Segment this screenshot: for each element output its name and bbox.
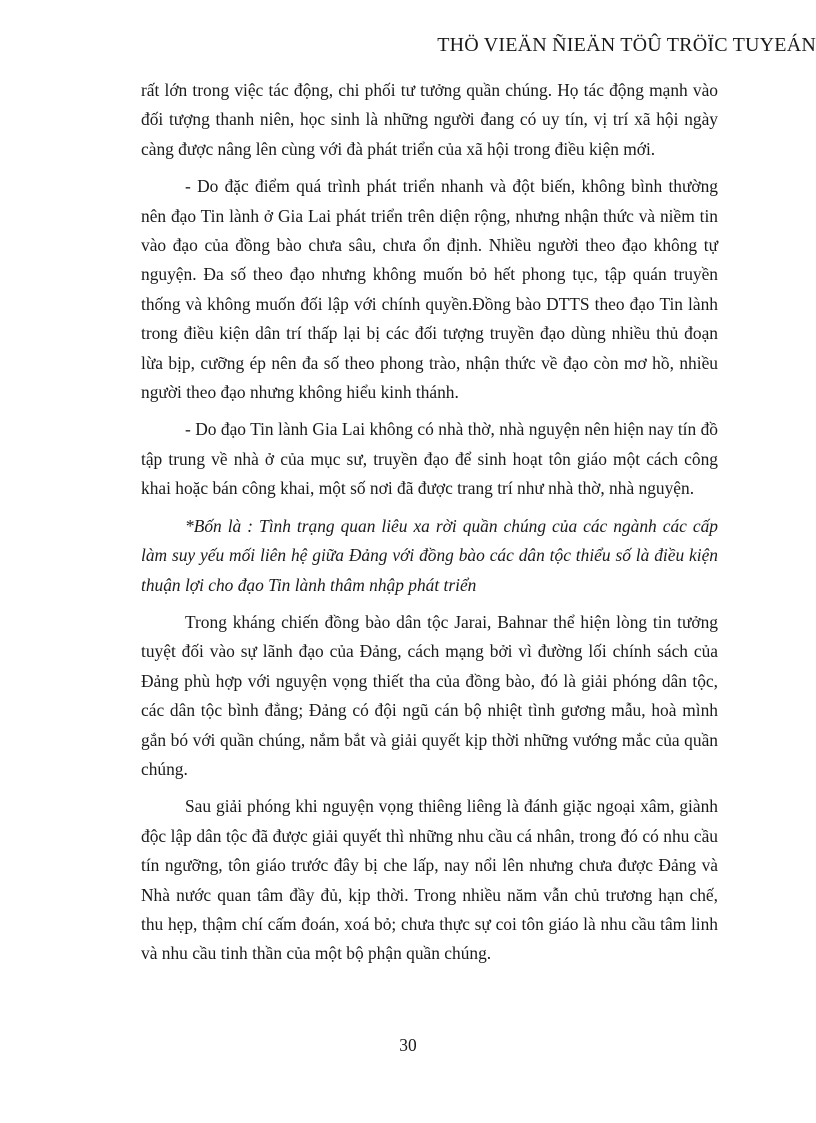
page-body xyxy=(141,76,718,977)
paragraph-continuation: rất lớn trong việc tác động, chi phối tư tưởng quần chúng. Họ tác động mạnh vào đối tượng thanh niên, học sinh là những người đang có uy tín, vị trí xã hội ngày càng được nâng lên cùng với đà phát triển của xã hội trong điều kiện mới. xyxy=(141,80,718,159)
paragraph-no-churches: - Do đạo Tin lành Gia Lai không có nhà thờ, nhà nguyện nên hiện nay tín đồ tập trung về nhà ở của mục sư, truyền đạo để sinh hoạt tôn giáo một cách công khai hoặc bán công khai, một số nơi đã được trang trí như nhà thờ, nhà nguyện. xyxy=(141,419,718,499)
paragraph-development-characteristics: - Do đặc điểm quá trình phát triển nhanh và đột biến, không bình thường nên đạo Tin lành ở Gia Lai phát triển trên diện rộng, nhưng nhận thức và niềm tin vào đạo của đồng bào chưa sâu, chưa ổn định. Nhiều người theo đạo không tự nguyện. Đa số theo đạo nhưng không muốn bỏ hết phong tục, tập quán truyền thống và không muốn đối lập với chính quyền.Đồng bào DTTS theo đạo Tin lành trong điều kiện dân trí thấp lại bị các đối tượng truyền đạo dùng nhiều thủ đoạn lừa bịp, cưỡng ép nên đa số theo phong trào, nhận thức về đạo còn mơ hồ, nhiều người theo đạo nhưng không hiểu kinh thánh. xyxy=(141,176,718,403)
paragraph-after-liberation: Sau giải phóng khi nguyện vọng thiêng liêng là đánh giặc ngoại xâm, giành độc lập dân tộc đã được giải quyết thì những nhu cầu cá nhân, trong đó có nhu cầu tín ngưỡng, tôn giáo trước đây bị che lấp, nay nổi lên nhưng chưa được Đảng và Nhà nước quan tâm đầy đủ, kịp thời. Trong nhiều năm vẫn chủ trương hạn chế, thu hẹp, thậm chí cấm đoán, xoá bỏ; chưa thực sự coi tôn giáo là nhu cầu tâm linh và nhu cầu tinh thần của một bộ phận quần chúng. xyxy=(141,796,718,964)
page-number: 30 xyxy=(399,1035,417,1055)
running-header: THÖ VIEÄN ÑIEÄN TÖÛ TRÖÏC TUYEÁN xyxy=(437,34,816,56)
paragraph-resistance-period: Trong kháng chiến đồng bào dân tộc Jarai, Bahnar thể hiện lòng tin tưởng tuyệt đối vào sự lãnh đạo của Đảng, cách mạng bởi vì đường lối chính sách của Đảng phù hợp với nguyện vọng thiết tha của đồng bào, đó là giải phóng dân tộc, các dân tộc bình đẳng; Đảng có đội ngũ cán bộ nhiệt tình gương mẫu, hoà mình gắn bó với quần chúng, nắm bắt và giải quyết kịp thời những vướng mắc của quần chúng. xyxy=(141,611,718,779)
section-heading-fourth-reason: *Bốn là : Tình trạng quan liêu xa rời quần chúng của các ngành các cấp làm suy yếu mối liên hệ giữa Đảng với đồng bào các dân tộc thiểu số là điều kiện thuận lợi cho đạo Tin lành thâm nhập phát triển xyxy=(141,515,718,595)
